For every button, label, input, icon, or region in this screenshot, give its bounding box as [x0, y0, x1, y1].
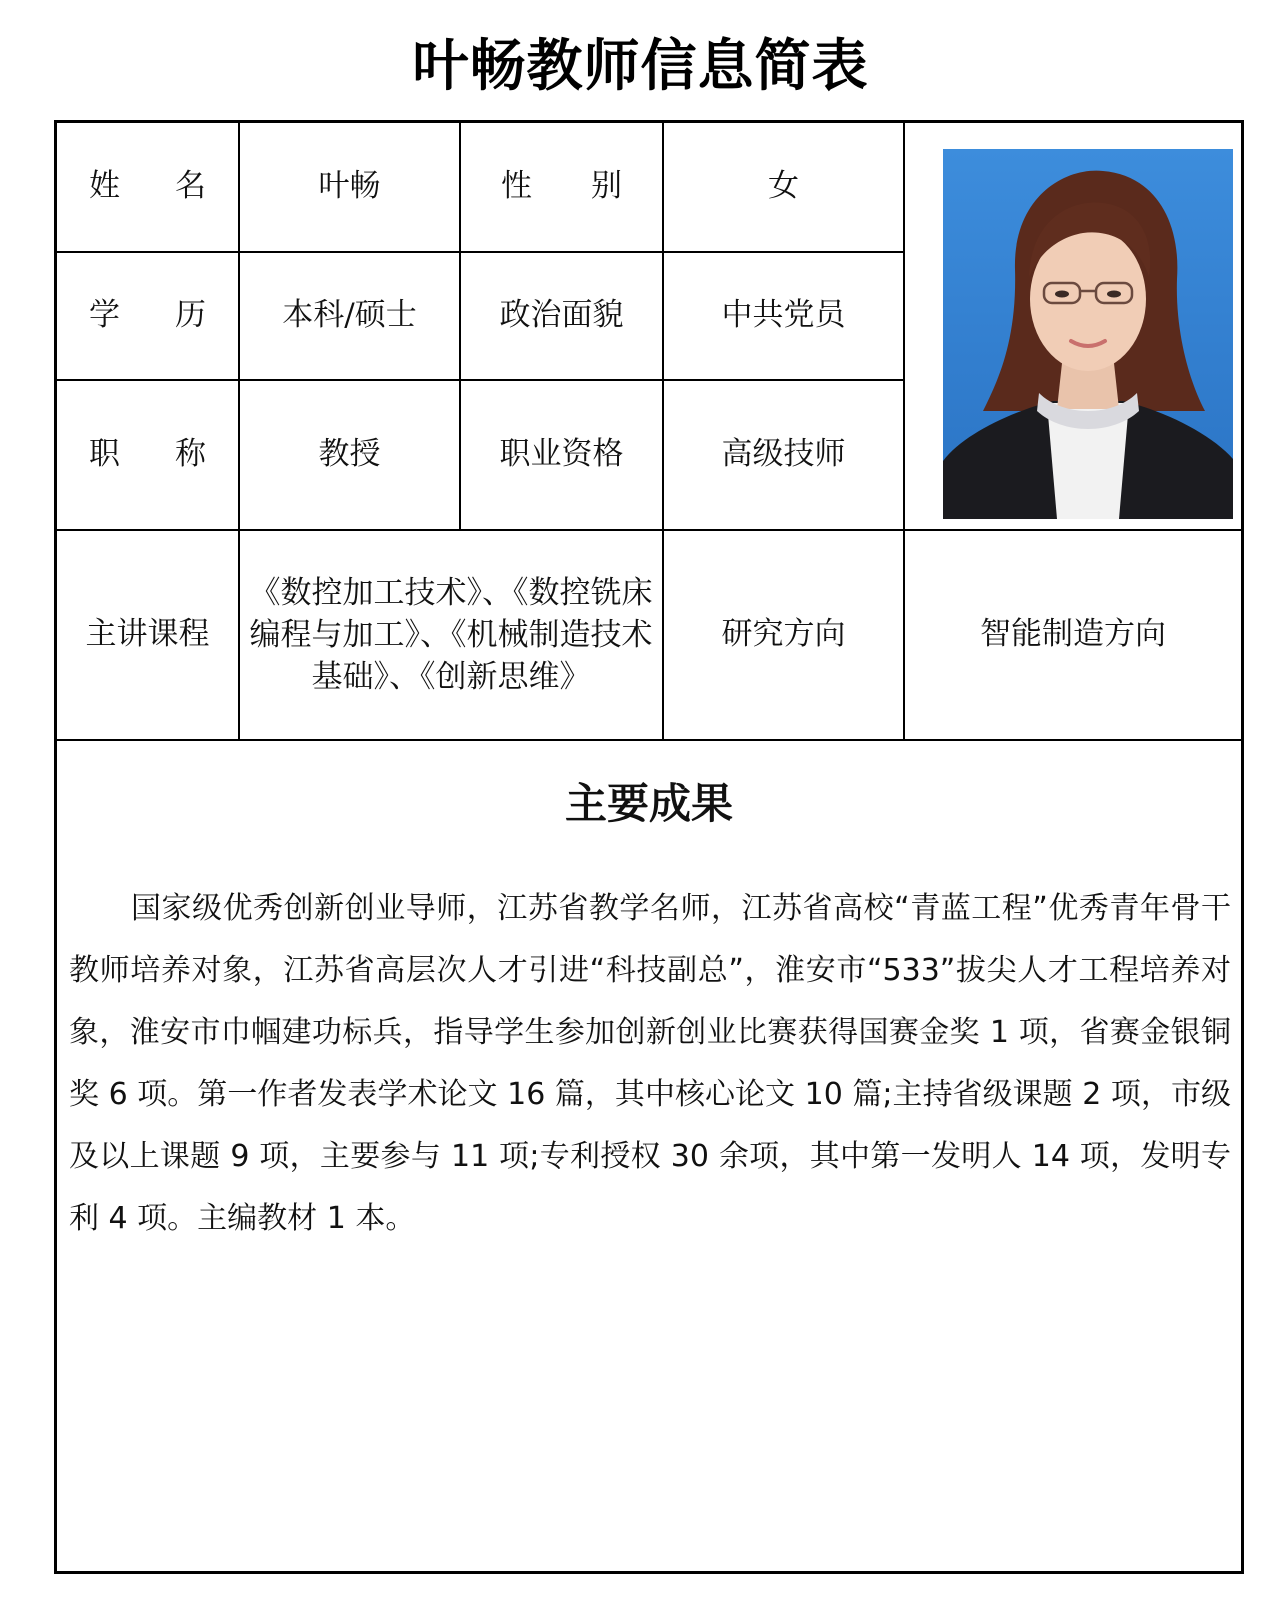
row-divider-4 — [57, 739, 1241, 741]
courses-value: 《数控加工技术》、《数控铣床编程与加工》、《机械制造技术基础》、《创新思维》 — [249, 575, 653, 695]
name-label-char-2: 名 — [175, 168, 206, 205]
rank-label — [57, 381, 238, 529]
page-title: 叶畅教师信息简表 — [412, 34, 869, 99]
name-value: 叶畅 — [318, 168, 381, 205]
research-value: 智能制造方向 — [980, 616, 1166, 653]
portrait-icon — [943, 149, 1233, 519]
achievements-text: 国家级优秀创新创业导师，江苏省教学名师，江苏省高校“青蓝工程”优秀青年骨干教师培养对象，江苏省高层次人才引进“科技副总”，淮安市“533”拔尖人才工程培养对象，淮安市巾帼建功标兵，指导学生参加创新创业比赛获得国赛金奖 1 项，省赛金银铜奖 6 项。第一作者发表学术论文 16 篇，其中核心论文 10 篇;主持省级课题 2 项，市级及以上课题 9 项，主要参与 11 项;专利授权 30 余项，其中第一发明人 14 项，发明专利 4 项。主编教材 1 本。 — [69, 891, 1231, 1236]
rank-value: 教授 — [318, 436, 381, 473]
gender-label-char-2: 别 — [591, 168, 622, 205]
info-table — [54, 120, 1244, 1574]
name-label — [57, 123, 238, 251]
gender-label — [461, 123, 662, 251]
political-label: 政治面貌 — [499, 297, 624, 334]
qualification-label: 职业资格 — [499, 436, 624, 473]
rank-label-char-1: 职 — [89, 436, 120, 473]
political-value: 中共党员 — [721, 297, 846, 334]
rank-label-char-2: 称 — [175, 436, 206, 473]
education-label — [57, 253, 238, 379]
gender-label-char-1: 性 — [501, 168, 532, 205]
achievements-title: 主要成果 — [564, 779, 733, 828]
teacher-photo — [943, 149, 1233, 519]
gender-value: 女 — [768, 168, 799, 205]
research-label: 研究方向 — [721, 616, 846, 653]
education-label-char-2: 历 — [175, 297, 206, 334]
name-label-char-1: 姓 — [89, 168, 120, 205]
qualification-value: 高级技师 — [721, 436, 846, 473]
courses-label: 主讲课程 — [85, 616, 210, 653]
education-label-char-1: 学 — [89, 297, 120, 334]
education-value: 本科/硕士 — [282, 297, 417, 334]
